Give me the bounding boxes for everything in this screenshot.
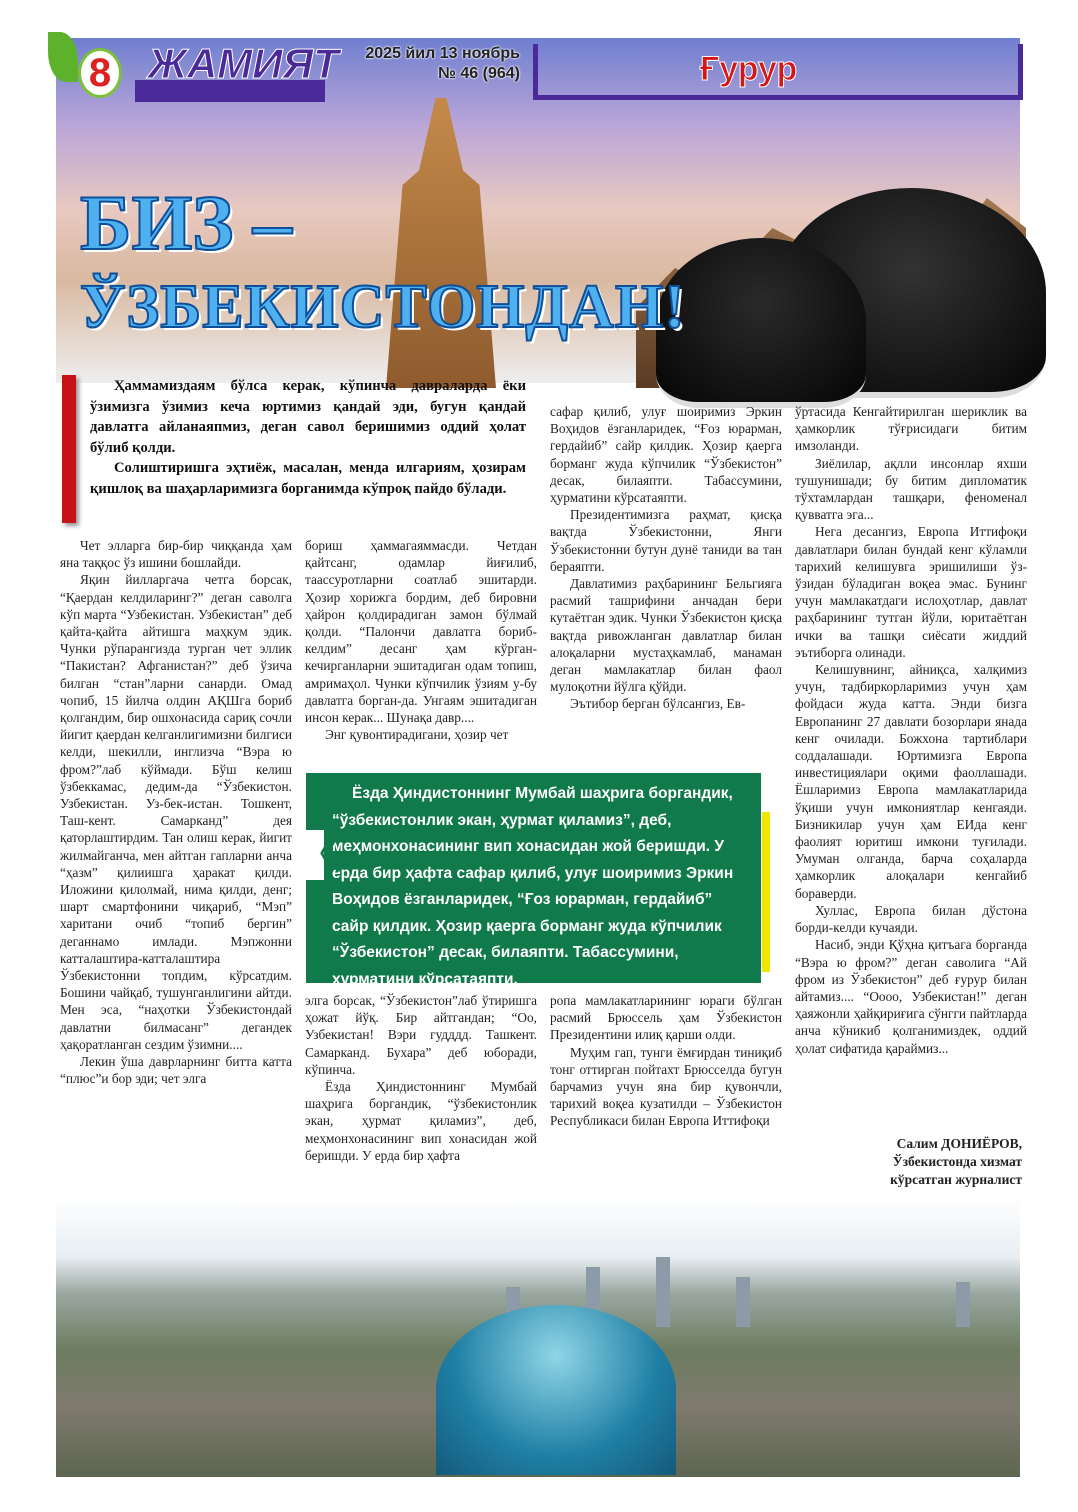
article-column-3-bottom bbox=[550, 992, 782, 1130]
page-number: 8 bbox=[78, 48, 122, 98]
article-column-3-top bbox=[550, 403, 782, 713]
issue-info bbox=[330, 44, 520, 84]
skyscraper bbox=[736, 1277, 750, 1327]
paragraph: Келишувнинг, айниқса, халқимиз учун, тадбиркорларимиз учун ҳам фойдаси жуда катта. Энди бизга Европанинг 27 давлати бозорлари янада кенг очилади. Божхона тартиблари соддалашади. Юртимизга Европа инвестициялари оқими фаоллашади. Ёшларимиз Европа мамлакатларида ўқиши учун имкониятлар кенгаяди. Бизникилар учун ҳам ЕИда кенг фаолият юритиш имкони туғилади. Умуман олганда, барча соҳаларда ҳамкорлик алоқалари кенгайиб бораверди. bbox=[795, 662, 1027, 901]
paragraph: Муҳим гап, тунги ёмғирдан тиниқиб тонг оттирган пойтахт Брюсселда бугун барчамиз учун яна бир қувончли, тарихий воқеа кузатилди – Ўзбекистон Республикаси билан Европа Иттифоқи bbox=[550, 1044, 782, 1129]
paragraph: бориш ҳаммагаяммасди. Четдан қайтсанг, одамлар йиғилиб, таассуротларни соатлаб эшитарди. Ҳозир хорижга бордим, деб бировни ҳайрон қолдирадиган замон бўлмай қолди. “Палончи давлатга бориб-келдим” десанг ҳам кўрган-кечирганларни эшитадиган одам топиш, амримаҳол. Чунки кўпчилик ўзиям у-бу давлатга борган-да. Унгаям эшитадиган инсон керак... Шунақа давр.... bbox=[305, 538, 537, 726]
issue-date: 2025 йил 13 ноябрь bbox=[365, 45, 520, 62]
paragraph: Энг қувонтирадигани, ҳозир чет bbox=[325, 727, 509, 743]
paragraph: Хуллас, Европа билан дўстона борди-келди кучаяди. bbox=[795, 902, 1027, 936]
paragraph: Лекин ўша даврларнинг битта катта “плюс”и бор эди; чет элга bbox=[60, 1054, 292, 1087]
paragraph: Яқин йилларгача четга борсак, “Қаердан келдиларинг?” деган саволга кўп марта “Узбекистан. Узбекистан” деб қайта-қайта айтишга маҳкум эдик. Чунки рўпарангизда турган чет эллик “Пакистан? Афганистан?” деб ўзича билган “стан”ларни санарди. Омад чопиб, 15 йилча олдин АҚШга бориб қолгандим, бир ошхонасида сариқ сочли йигит қаердан келганлигимизни билгиси келди, шекилли, инглизча “Вэра ю фром?”лаб кўймади. Бўш келиш ўзбеккамас, дедим-да “Ўзбекистон. Узбекистан. Уз-бек-истан. Тошкент, Таш-кент. Самарканд” дея қаторлаштирдим. Тан олиш керак, йигит жилмайганча, мен айтган гапларни анча “ҳазм” қилиишга ҳаракат қилди. Иложини қилолмай, нима қилди, денг; шарт смартфонини чиқариб, “Мэп” харитани очиб “топиб бергин” деганнамо имлади. Мэпжонни катталаштира-катталаштира Ўзбекистонни топдим, кўрсатдим. Бошини чайқаб, тушунганлигини айтди. Мен эса, “наҳотки Ўзбекистондай давлатни билмасанг” дегандек ҳақоратланган сездим ўзимни.... bbox=[60, 572, 292, 1052]
headline-line1: БИЗ – bbox=[80, 179, 292, 266]
section-title: ЖАМИЯТ bbox=[148, 40, 339, 87]
paragraph: элга борсак, “Ўзбекистон”лаб ўтиришга ҳожат йўқ. Бир айтгандан; “Оо, Узбекистан! Вэри гудддд. Ташкент. Самарканд. Бухара” деб юборади, кўпинча. bbox=[305, 993, 537, 1077]
paragraph: Нега десангиз, Европа Иттифоқи давлатлари билан бундай кенг кўламли тарихий келишувга эришилиши ўз-ўзидан бўладиган воқеа эмас. Бунинг учун мамлакатдаги ислоҳотлар, давлат раҳбарининг тутган йўли, юритаётган ички ва ташқи сиёсати жиддий эътиборга олинади. bbox=[795, 524, 1027, 660]
article-column-2-bottom bbox=[305, 992, 537, 1164]
paragraph: Зиёлилар, ақлли инсонлар яхши тушунишади; бу битим дипломатик тўхтамлардан ташқари, феноменал қувватга эга... bbox=[795, 455, 1027, 523]
paragraph: Президентимизга раҳмат, қисқа вақтда Ўзбекистонни, Янги Ўзбекистонни бутун дунё таниди ва тан бераяпти. bbox=[550, 507, 782, 574]
intro-accent-bar bbox=[62, 375, 76, 523]
author-title: кўрсатган журналист bbox=[890, 1172, 1022, 1187]
lead-paragraph: Солиштиришга эҳтиёж, масалан, менда илгариям, ҳозирам қишлоқ ва шаҳарларимизга борганимда кўпроқ пайдо бўлади. bbox=[90, 460, 526, 497]
rubric-title: Ғурур bbox=[700, 50, 798, 88]
lead-paragraph: Ҳаммамиздаям бўлса керак, кўпинча даврaларда ёки ўзимизга ўзимиз кеча юртимиз қандай эди, бугун қандай давлатга айланаяпмиз, деган савол беришимиз оддий ҳолат бўлиб қолди. bbox=[90, 378, 526, 456]
quote-accent-bar bbox=[762, 812, 770, 972]
paragraph: Насиб, энди Қўҳна қитъага борганда “Вэра ю фром?” деган саволига “Ай фром из Ўзбекистон” деб ғурур билан айтамиз.... “Оооо, Узбекистан!” деган ҳаяжонли ҳайқириғига сўнгги пайтларда анча кўникиб қолганимиздек, оддий ҳолат сифатида қараймиз... bbox=[795, 937, 1027, 1056]
quote-mark-icon: 《 bbox=[300, 830, 324, 880]
article-column-1 bbox=[60, 537, 292, 1088]
skyscraper bbox=[956, 1282, 970, 1327]
paragraph: ропа мамлакатларининг юраги бўлган расмий Брюссель ҳам Ўзбекистон Президентини илиқ қарши олди. bbox=[550, 993, 782, 1043]
headline-line2: ЎЗБЕКИСТОНДАН! bbox=[80, 273, 686, 341]
tashkent-panorama-photo bbox=[56, 1195, 1020, 1477]
doppi-cap-image bbox=[656, 238, 866, 408]
skyscraper bbox=[656, 1257, 670, 1327]
town-hall-tower bbox=[386, 98, 496, 388]
author-name: Салим ДОНИЁРОВ, bbox=[896, 1136, 1022, 1151]
author-signature bbox=[800, 1135, 1022, 1189]
paragraph: сафар қилиб, улуғ шоиримиз Эркин Воҳидов ёзганларидек, “Ғоз юрарман, гердайиб” сайр қилдик. Ҳозир қаерга борманг жуда кўпчилик “Ўзбекистон” десак, билаяпти. Табассумини, ҳурматини кўрсатаяпти. bbox=[550, 404, 782, 506]
pull-quote bbox=[306, 773, 761, 988]
chorsu-bazaar-dome bbox=[436, 1305, 676, 1475]
issue-number: № 46 (964) bbox=[438, 65, 520, 82]
article-lead bbox=[90, 376, 526, 499]
article-column-2-top bbox=[305, 537, 537, 743]
pull-quote-text: Ёзда Ҳиндистоннинг Мумбай шаҳрига боргандик, “ўзбекистонлик экан, ҳурмат қиламиз”, деб, меҳмонхонасининг вип хонасидан жой беришди. У ерда бир ҳафта сафар қилиб, улуғ шоиримиз Эркин Воҳидов ёзганларидек, “Ғоз юрарман, гердайиб” сайр қилдик. Ҳозир қаерга борманг жуда кўпчилик “Ўзбекистон” десак, билаяпти. Табассумини, ҳурматини кўрсатаяпти. bbox=[332, 785, 734, 988]
paragraph: Эътибор берган бўлсангиз, Ев- bbox=[570, 696, 746, 712]
paragraph: Ёзда Ҳиндистоннинг Мумбай шаҳрига боргандик, “ўзбекистонлик экан, ҳурмат қиламиз”, деб, меҳмонхонасининг вип хонасидан жой беришди. У ерда бир ҳафта bbox=[305, 1079, 537, 1163]
article-column-4 bbox=[795, 403, 1027, 1057]
paragraph: Давлатимиз раҳбарининг Бельгияга расмий ташрифини анчадан бери кутаётган эдик. Чунки Ўзбекистон қисқа вақтда ривожланган давлатлар билан алоқаларни мустаҳкамлаб, манаман деган мамлакатлар билан фаол мулоқотни йўлга қўйди. bbox=[550, 576, 782, 695]
paragraph: Чет элларга бир-бир чиққанда ҳам яна таққос ўз ишини бошлайди. bbox=[60, 538, 292, 571]
paragraph: ўртасида Кенгайтирилган шериклик ва ҳамкорлик тўғрисидаги битим имзоланди. bbox=[795, 404, 1027, 454]
author-title: Ўзбекистонда хизмат bbox=[892, 1154, 1022, 1169]
